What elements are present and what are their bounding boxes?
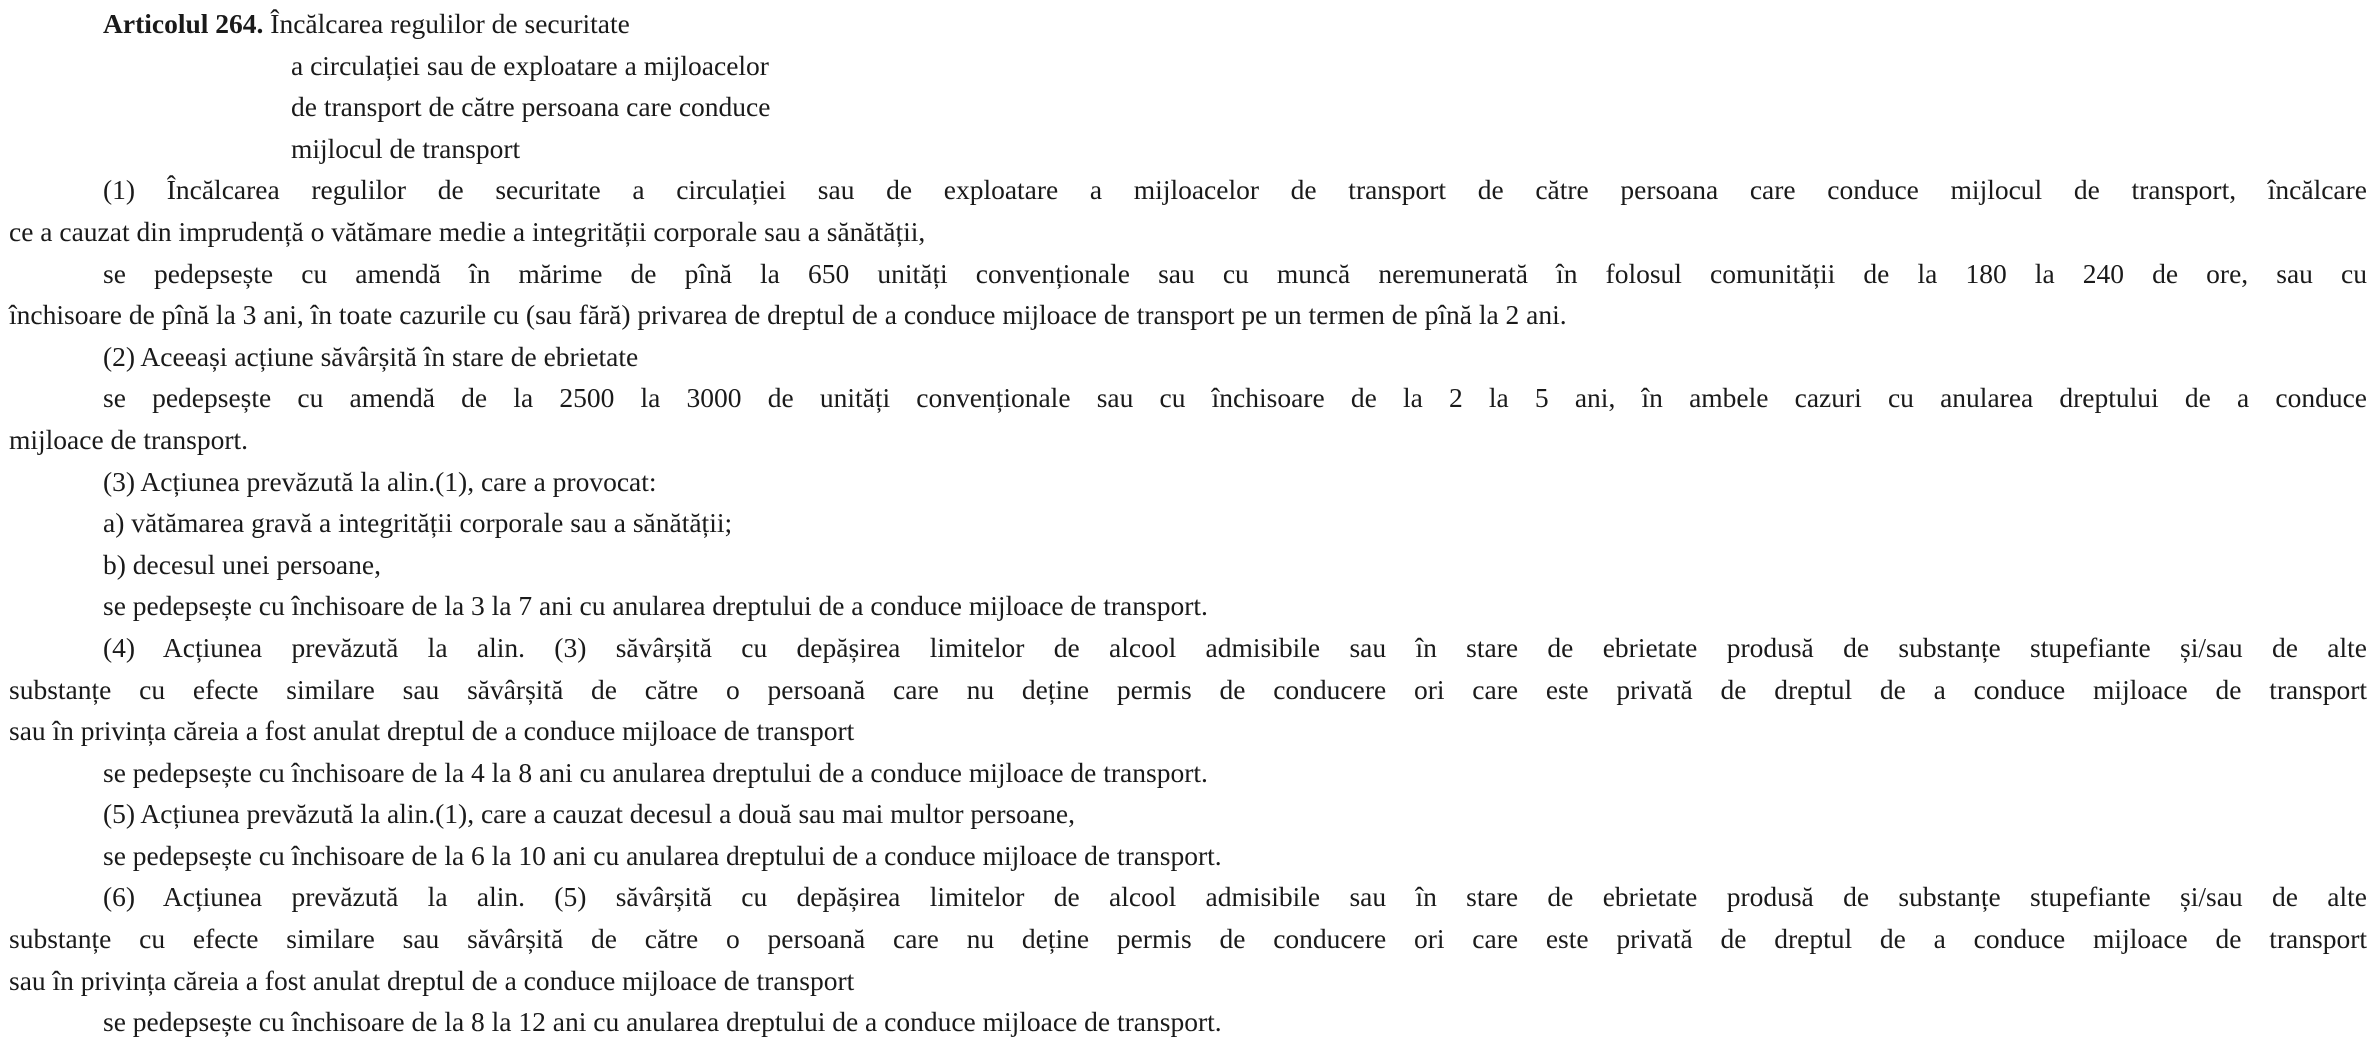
text-line: substanțe cu efecte similare sau săvârșită de către o persoană care nu deține permis de conducere ori care este privată de dreptul de a conduce mijloace de transport — [9, 673, 2367, 705]
text-line: (3) Acțiunea prevăzută la alin.(1), care a provocat: — [103, 465, 657, 497]
article-heading — [9, 3, 2367, 45]
text-line: (1) Încălcarea regulilor de securitate a circulației sau de exploatare a mijloacelor de transport de către persoana care conduce mijlocul de transport, încălcare — [103, 174, 2367, 206]
article-body — [9, 169, 2367, 1042]
article-title-line: mijlocul de transport — [291, 132, 521, 164]
text-line: se pedepsește cu amendă în mărime de pînă la 650 unități convenționale sau cu muncă neremunerată în folosul comunității de la 180 la 240 de ore, sau cu — [103, 257, 2367, 289]
text-line: se pedepsește cu închisoare de la 8 la 12 ani cu anularea dreptului de a conduce mijloace de transport. — [103, 1006, 1222, 1038]
text-line: ce a cauzat din imprudență o vătămare medie a integrității corporale sau a sănătății, — [9, 215, 926, 247]
article-number: Articolul 264. — [103, 8, 264, 39]
text-line: se pedepsește cu amendă de la 2500 la 3000 de unități convenționale sau cu închisoare de la 2 la 5 ani, în ambele cazuri cu anularea dreptului de a conduce — [103, 382, 2367, 414]
text-line: sau în privința căreia a fost anulat dreptul de a conduce mijloace de transport — [9, 964, 855, 996]
text-line: se pedepsește cu închisoare de la 4 la 8 ani cu anularea dreptului de a conduce mijloace de transport. — [103, 756, 1208, 788]
text-line: substanțe cu efecte similare sau săvârșită de către o persoană care nu deține permis de conducere ori care este privată de dreptul de a conduce mijloace de transport — [9, 923, 2367, 955]
text-line: a) vătămarea gravă a integrității corporale sau a sănătății; — [103, 507, 733, 539]
text-line: (5) Acțiunea prevăzută la alin.(1), care a cauzat decesul a două sau mai multor persoane, — [103, 798, 1075, 830]
text-line: se pedepsește cu închisoare de la 6 la 10 ani cu anularea dreptului de a conduce mijloace de transport. — [103, 839, 1222, 871]
text-line: sau în privința căreia a fost anulat dreptul de a conduce mijloace de transport — [9, 715, 855, 747]
article-title-line: de transport de către persoana care conduce — [291, 91, 771, 123]
text-line: se pedepsește cu închisoare de la 3 la 7 ani cu anularea dreptului de a conduce mijloace de transport. — [103, 590, 1208, 622]
text-line: închisoare de pînă la 3 ani, în toate cazurile cu (sau fără) privarea de dreptul de a conduce mijloace de transport pe un termen de pînă la 2 ani. — [9, 299, 1567, 331]
text-line: (6) Acțiunea prevăzută la alin. (5) săvârșită cu depășirea limitelor de alcool admisibile sau în stare de ebrietate produsă de substanțe stupefiante și/sau de alte — [103, 881, 2367, 913]
text-line: (4) Acțiunea prevăzută la alin. (3) săvârșită cu depășirea limitelor de alcool admisibile sau în stare de ebrietate produsă de substanțe stupefiante și/sau de alte — [103, 631, 2367, 663]
text-line: b) decesul unei persoane, — [103, 548, 381, 580]
article-title-line: a circulației sau de exploatare a mijloacelor — [291, 49, 769, 81]
text-line: mijloace de transport. — [9, 423, 249, 455]
article-title-line: Încălcarea regulilor de securitate — [270, 8, 630, 39]
text-line: (2) Aceeași acțiune săvârșită în stare de ebrietate — [103, 340, 639, 372]
